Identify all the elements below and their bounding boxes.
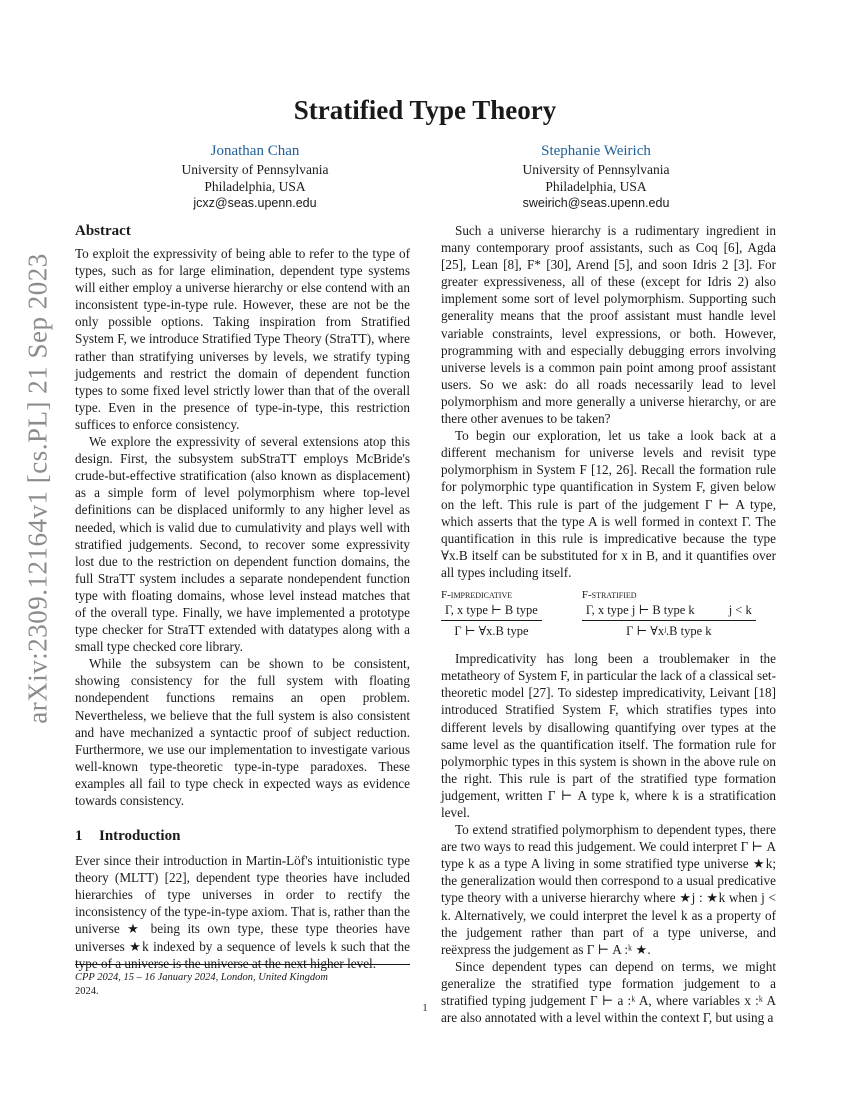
rule-conclusion: Γ ⊢ ∀xʲ.B type k xyxy=(626,624,712,639)
abstract-heading: Abstract xyxy=(75,223,131,239)
section-heading xyxy=(75,827,410,846)
rule-f-stratified xyxy=(582,589,756,640)
author-affiliation: University of Pennsylvania xyxy=(181,162,329,177)
right-column xyxy=(441,222,776,1026)
body-paragraph: To extend stratified polymorphism to dependent types, there are two ways to read this judgement. We could interpret Γ ⊢ A type k as a type A living in some stratified type universe ★k; the generalization would then correspond to a usual predicative type theory with a universe hierarchy where ★j : ★k when j < k. Alternatively, we could interpret the level k as a property of the judgement rather than part of a type universe, and reëxpress the judgement as Γ ⊢ A :ᵏ ★. xyxy=(441,822,776,957)
author-location: Philadelphia, USA xyxy=(204,179,306,194)
rule-premise xyxy=(582,602,756,621)
inference-rules xyxy=(441,589,776,640)
author-name[interactable]: Jonathan Chan xyxy=(210,143,300,159)
rule-side-condition: j < k xyxy=(728,602,752,617)
author-name[interactable]: Stephanie Weirich xyxy=(541,143,651,159)
rule-premise: Γ, x type ⊢ B type xyxy=(441,602,542,621)
author-email: jcxz@seas.upenn.edu xyxy=(193,196,317,210)
body-paragraph: Since dependent types can depend on terms, we might generalize the stratified type formation judgement to a stratified typing judgement Γ ⊢ a :ᵏ A, where variables x :ᵏ A are also annotated with a level within the context Γ, but using a xyxy=(441,958,776,1026)
body-paragraph: To begin our exploration, let us take a look back at a different mechanism for universe levels and revisit type polymorphism in System F [12, 26]. Recall the formation rule for polymorphic type quantification in System F, given below on the left. This rule is part of the judgement Γ ⊢ A type, which asserts that the type A is well formed in context Γ. The quantification in this rule is impredicative because the type ∀x.B itself can be substituted for x in B, and it quantifies over all types including itself. xyxy=(441,428,776,580)
abstract-paragraph: While the subsystem can be shown to be consistent, showing consistency for the full system with floating nondependent functions remains an open problem. Nevertheless, we believe that the full system is also consistent and have mechanized a syntactic proof of subject reduction. Furthermore, we use our implementation to investigate various well-known type-theoretic type-in-type paradoxes. These examples all fail to type check in expected ways as evidence towards consistency. xyxy=(75,656,410,808)
abstract-paragraph: We explore the expressivity of several extensions atop this design. First, the subsystem subStraTT employs McBride's crude-but-effective stratification (also known as displacement) as a simple form of level polymorphism where top-level definitions can be displaced uniformly to any higher level as needed, which is valid due to cumulativity and plays well with stratified judgements. Second, to recover some expressivity lost due to the restriction on dependent function domains, the full StraTT system includes a separate nondependent function type with floating domains, whose level instead matches that of the overall type. Finally, we have implemented a prototype type checker for StraTT extended with datatypes along with a small type checked core library. xyxy=(75,434,410,655)
page-number: 1 xyxy=(422,1003,428,1014)
arxiv-stamp xyxy=(18,252,58,724)
abstract-paragraph: To exploit the expressivity of being able to refer to the type of types, such as for large elimination, dependent type systems will either employ a universe hierarchy or else contend with an inconsistent type-in-type rule. However, these are not be the only possible options. Taking inspiration from Stratified System F, we introduce Stratified Type Theory (StraTT), where rather than stratifying universes by levels, we stratify typing judgements and restrict the domain of dependent function types to some fixed level strictly lower than that of the overall type. Even in the presence of type-in-type, this restriction suffices to enforce consistency. xyxy=(75,246,410,432)
rule-conclusion: Γ ⊢ ∀x.B type xyxy=(454,624,529,639)
body-paragraph: Such a universe hierarchy is a rudimentary ingredient in many contemporary proof assistants, such as Coq [6], Agda [25], Lean [8], F* [30], Arend [5], and soon Idris 2 [3]. For greater expressiveness, all of these (except for Idris 2) also implement some sort of level polymorphism. Supporting such generality means that the proof assistant must handle level variable constraints, level expressions, or both. However, programming with and especially debugging errors involving universe levels is a common pain point among proof assistant users. So we ask: do all roads necessarily lead to level polymorphism and more generally a universe hierarchy, or are there other avenues to be taken? xyxy=(441,223,776,427)
footnote-year: 2024. xyxy=(75,986,99,997)
author-affiliation: University of Pennsylvania xyxy=(522,162,670,177)
author-block-2 xyxy=(446,142,746,212)
rule-f-impredicative xyxy=(441,589,542,640)
rule-name: F-impredicative xyxy=(441,588,513,601)
author-block-1 xyxy=(105,142,405,212)
author-email: sweirich@seas.upenn.edu xyxy=(522,196,670,210)
left-column xyxy=(75,222,410,972)
body-paragraph: Impredicativity has long been a troublemaker in the metatheory of System F, in particular the lack of a classical set-theoretic model [27]. To sidestep impredicativity, Leivant [18] introduced Stratified System F, which stratifies types into different levels by disallowing quantifying over types at the same level as the quantification itself. The formation rule for polymorphic types in this system is shown in the above rule on the right. This rule is part of the stratified type formation judgement, written Γ ⊢ A type k, where k is a stratification level. xyxy=(441,651,776,820)
rule-name: F-stratified xyxy=(581,588,637,601)
section-number: 1 xyxy=(75,828,83,845)
author-location: Philadelphia, USA xyxy=(545,179,647,194)
footnote-venue: CPP 2024, 15 – 16 January 2024, London, United Kingdom xyxy=(75,972,328,983)
section-title: Introduction xyxy=(99,828,181,845)
rule-premise-main: Γ, x type j ⊢ B type k xyxy=(585,602,695,617)
intro-paragraph: Ever since their introduction in Martin-Löf's intuitionistic type theory (MLTT) [22], dependent type theories have included hierarchies of type universes in order to rectify the inconsistency of the type-in-type axiom. That is, rather than the universe ★ being its own type, these type theories have universes ★k indexed by a sequence of levels k such that the type of a universe is the universe at the next higher level. xyxy=(75,853,410,971)
paper-title: Stratified Type Theory xyxy=(293,95,557,125)
arxiv-stamp-text: arXiv:2309.12164v1 [cs.PL] 21 Sep 2023 xyxy=(22,252,53,724)
footnote xyxy=(75,964,410,999)
